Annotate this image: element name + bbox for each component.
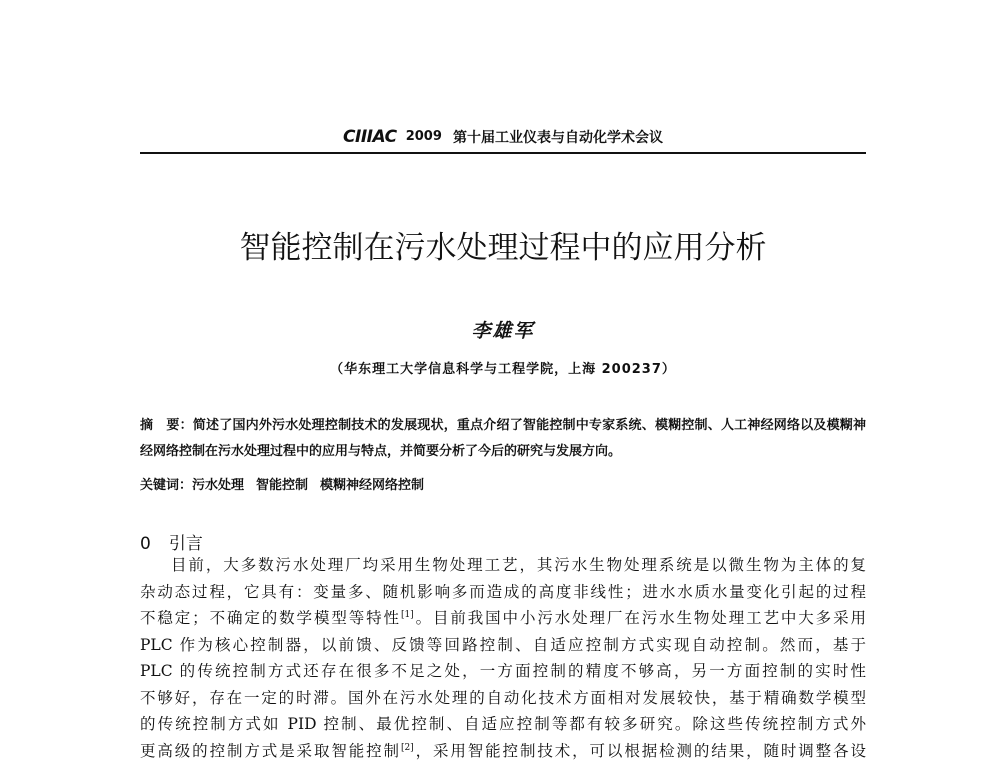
conference-year: 2009 bbox=[406, 129, 442, 144]
keyword-item: 污水处理 bbox=[192, 478, 244, 493]
keywords bbox=[140, 474, 866, 493]
body-line-text: 更高级的控制方式是采取智能控制 bbox=[140, 742, 401, 760]
section-number: 0 bbox=[140, 534, 151, 554]
body-line: PLC 作为核心控制器，以前馈、反馈等回路控制、自适应控制方式实现自动控制。然而，基于 bbox=[140, 632, 866, 659]
body-line bbox=[140, 605, 866, 632]
citation-ref: [1] bbox=[401, 610, 414, 620]
citation-ref: [2] bbox=[401, 742, 414, 752]
keyword-item: 模糊神经网络控制 bbox=[320, 478, 424, 493]
body-text bbox=[140, 552, 866, 764]
body-line: PLC 的传统控制方式还存在很多不足之处，一方面控制的精度不够高，另一方面控制的实时性 bbox=[140, 658, 866, 685]
body-line: 杂动态过程，它具有：变量多、随机影响多而造成的高度非线性；进水水质水量变化引起的过程 bbox=[140, 579, 866, 606]
header-rule bbox=[140, 152, 866, 154]
section-title: 引言 bbox=[169, 534, 203, 554]
body-line bbox=[140, 738, 866, 764]
body-line-text: 不稳定；不确定的数学模型等特性 bbox=[140, 609, 401, 627]
conference-logo: CIIIAC bbox=[343, 127, 397, 147]
body-line-text: 。目前我国中小污水处理厂在污水生物处理工艺中大多采用 bbox=[414, 609, 866, 627]
body-line: 的传统控制方式如 PID 控制、最优控制、自适应控制等都有较多研究。除这些传统控制方式外 bbox=[140, 711, 866, 738]
abstract-label: 摘 要： bbox=[140, 418, 193, 433]
paper-title: 智能控制在污水处理过程中的应用分析 bbox=[140, 222, 866, 267]
abstract-text: 简述了国内外污水处理控制技术的发展现状，重点介绍了智能控制中专家系统、模糊控制、人工神经网络以及模糊神经网络控制在污水处理过程中的应用与特点，并简要分析了今后的研究与发展方向。 bbox=[140, 418, 866, 459]
keywords-label: 关键词： bbox=[140, 478, 192, 493]
conference-name: 第十届工业仪表与自动化学术会议 bbox=[453, 127, 663, 147]
body-line-text: ，采用智能控制技术，可以根据检测的结果，随时调整各设 bbox=[414, 742, 866, 760]
body-line: 不够好，存在一定的时滞。国外在污水处理的自动化技术方面相对发展较快，基于精确数学模型 bbox=[140, 685, 866, 712]
running-header bbox=[140, 126, 866, 147]
keyword-item: 智能控制 bbox=[256, 478, 308, 493]
author-name: 李雄军 bbox=[140, 316, 866, 343]
body-line: 目前，大多数污水处理厂均采用生物处理工艺，其污水生物处理系统是以微生物为主体的复 bbox=[140, 552, 866, 579]
section-heading bbox=[140, 529, 203, 554]
author-affiliation: （华东理工大学信息科学与工程学院，上海 200237） bbox=[140, 358, 866, 377]
abstract bbox=[140, 413, 866, 465]
